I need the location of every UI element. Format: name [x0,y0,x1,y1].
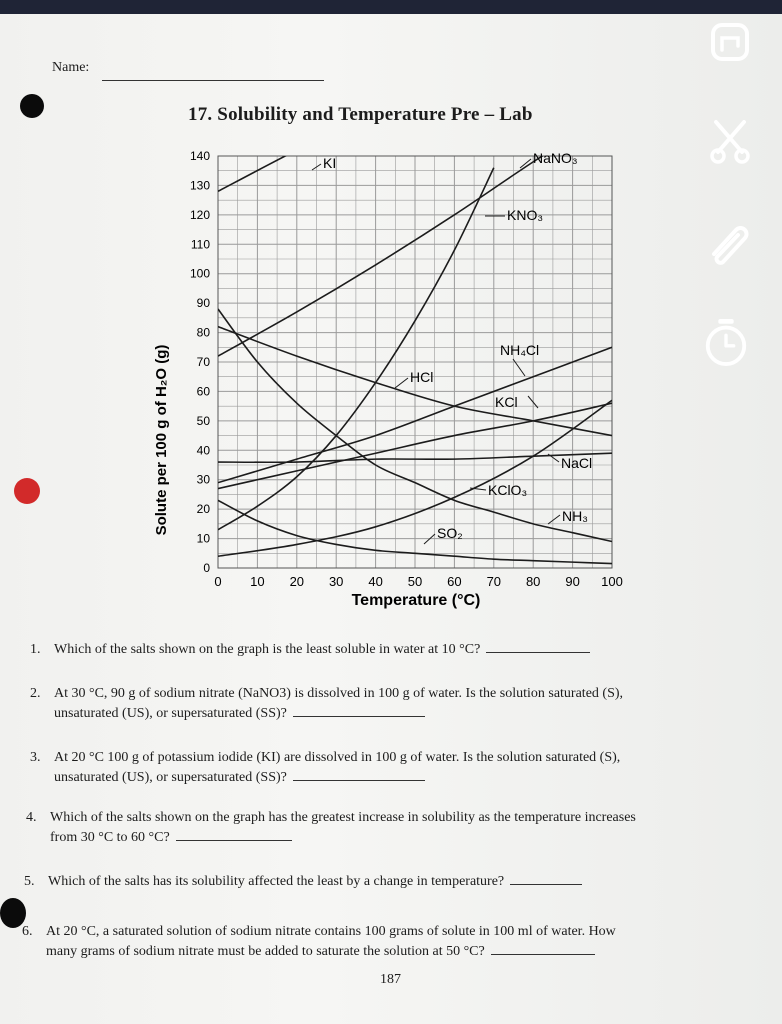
y-tick-label: 100 [189,266,210,281]
y-tick-label: 30 [196,472,210,487]
question-text: At 20 °C 100 g of potassium iodide (KI) are dissolved in 100 g of water. Is the solution saturated (S), [54,750,621,765]
paperclip-icon[interactable] [704,218,752,266]
y-tick-label: 0 [203,561,210,575]
punch-hole-middle [14,478,40,504]
y-tick-label: 80 [196,325,210,340]
question-1 [30,640,730,660]
y-tick-label: 20 [196,502,210,517]
question-6 [22,922,730,962]
x-tick-label: 0 [214,574,222,589]
answer-blank[interactable] [486,652,590,653]
question-text: Which of the salts shown on the graph is the least soluble in water at 10 °C? [54,642,481,657]
x-tick-label: 100 [601,574,623,589]
x-tick-label: 90 [565,574,580,589]
punch-hole-top [20,94,44,118]
question-text: Which of the salts shown on the graph has the greatest increase in solubility as the temperature increases [50,810,636,825]
scissors-icon[interactable] [706,118,754,166]
x-tick-label: 70 [486,574,502,589]
question-text: unsaturated (US), or supersaturated (SS)? [54,706,287,721]
curve-label-nano3: NaNO₃ [533,150,578,166]
answer-blank[interactable] [293,716,425,717]
page-title: 17. Solubility and Temperature Pre – Lab [188,104,533,125]
y-tick-label: 10 [196,531,210,546]
y-tick-label: 90 [196,296,210,311]
name-input-line[interactable] [102,80,324,81]
x-tick-label: 40 [368,574,383,589]
question-3 [30,748,730,788]
x-tick-label: 30 [328,574,344,589]
curve-label-ki: KI [323,155,337,171]
y-tick-label: 60 [196,384,210,399]
answer-blank[interactable] [491,954,595,955]
answer-blank[interactable] [510,884,582,885]
question-number: 5. [24,874,35,889]
y-tick-label: 120 [189,207,210,222]
question-5 [24,872,730,892]
curve-label-kclo3: KClO₃ [488,482,528,498]
y-tick-label: 130 [189,178,210,193]
graph-grid [218,156,612,568]
graph-x-axis-label: Temperature (°C) [351,592,481,609]
question-4 [26,808,730,848]
y-tick-label: 70 [196,355,210,369]
question-number: 1. [30,642,41,657]
question-number: 6. [22,924,33,939]
curve-label-nh4cl: NH₄Cl [500,342,540,358]
answer-blank[interactable] [176,840,292,841]
curve-label-kcl: KCl [495,394,518,410]
x-tick-label: 50 [407,574,423,589]
x-tick-label: 10 [250,574,265,589]
question-text: At 30 °C, 90 g of sodium nitrate (NaNO3) is dissolved in 100 g of water. Is the solution saturated (S), [54,686,624,701]
question-text: many grams of sodium nitrate must be added to saturate the solution at 50 °C? [46,944,485,959]
name-label: Name: [52,60,90,75]
graph-y-axis-label: Solute per 100 g of H₂O (g) [153,344,170,536]
curve-label-so2: SO₂ [437,525,463,541]
question-number: 4. [26,810,37,825]
x-tick-label: 60 [447,574,462,589]
curve-label-nh3: NH₃ [562,508,588,524]
y-tick-label: 40 [196,443,210,458]
x-tick-label: 20 [289,574,305,589]
y-tick-label: 140 [189,149,210,163]
question-text: unsaturated (US), or supersaturated (SS)? [54,770,287,785]
curve-label-hcl: HCl [410,369,434,385]
page-number: 187 [380,972,401,987]
y-tick-label: 110 [190,237,210,252]
question-2 [30,684,730,724]
x-tick-label: 80 [525,574,541,589]
question-number: 2. [30,686,41,701]
solubility-graph [140,140,660,620]
crop-icon[interactable] [706,18,754,66]
curve-label-kno3: KNO₃ [507,207,544,223]
y-tick-label: 50 [196,413,210,428]
answer-blank[interactable] [293,780,425,781]
timer-icon[interactable] [702,318,750,366]
curve-label-nacl: NaCl [561,455,593,471]
question-text: Which of the salts has its solubility affected the least by a change in temperature? [48,874,505,889]
question-number: 3. [30,750,41,765]
question-text: At 20 °C, a saturated solution of sodium nitrate contains 100 grams of solute in 100 ml of water. How [46,924,616,939]
question-text: from 30 °C to 60 °C? [50,830,170,845]
